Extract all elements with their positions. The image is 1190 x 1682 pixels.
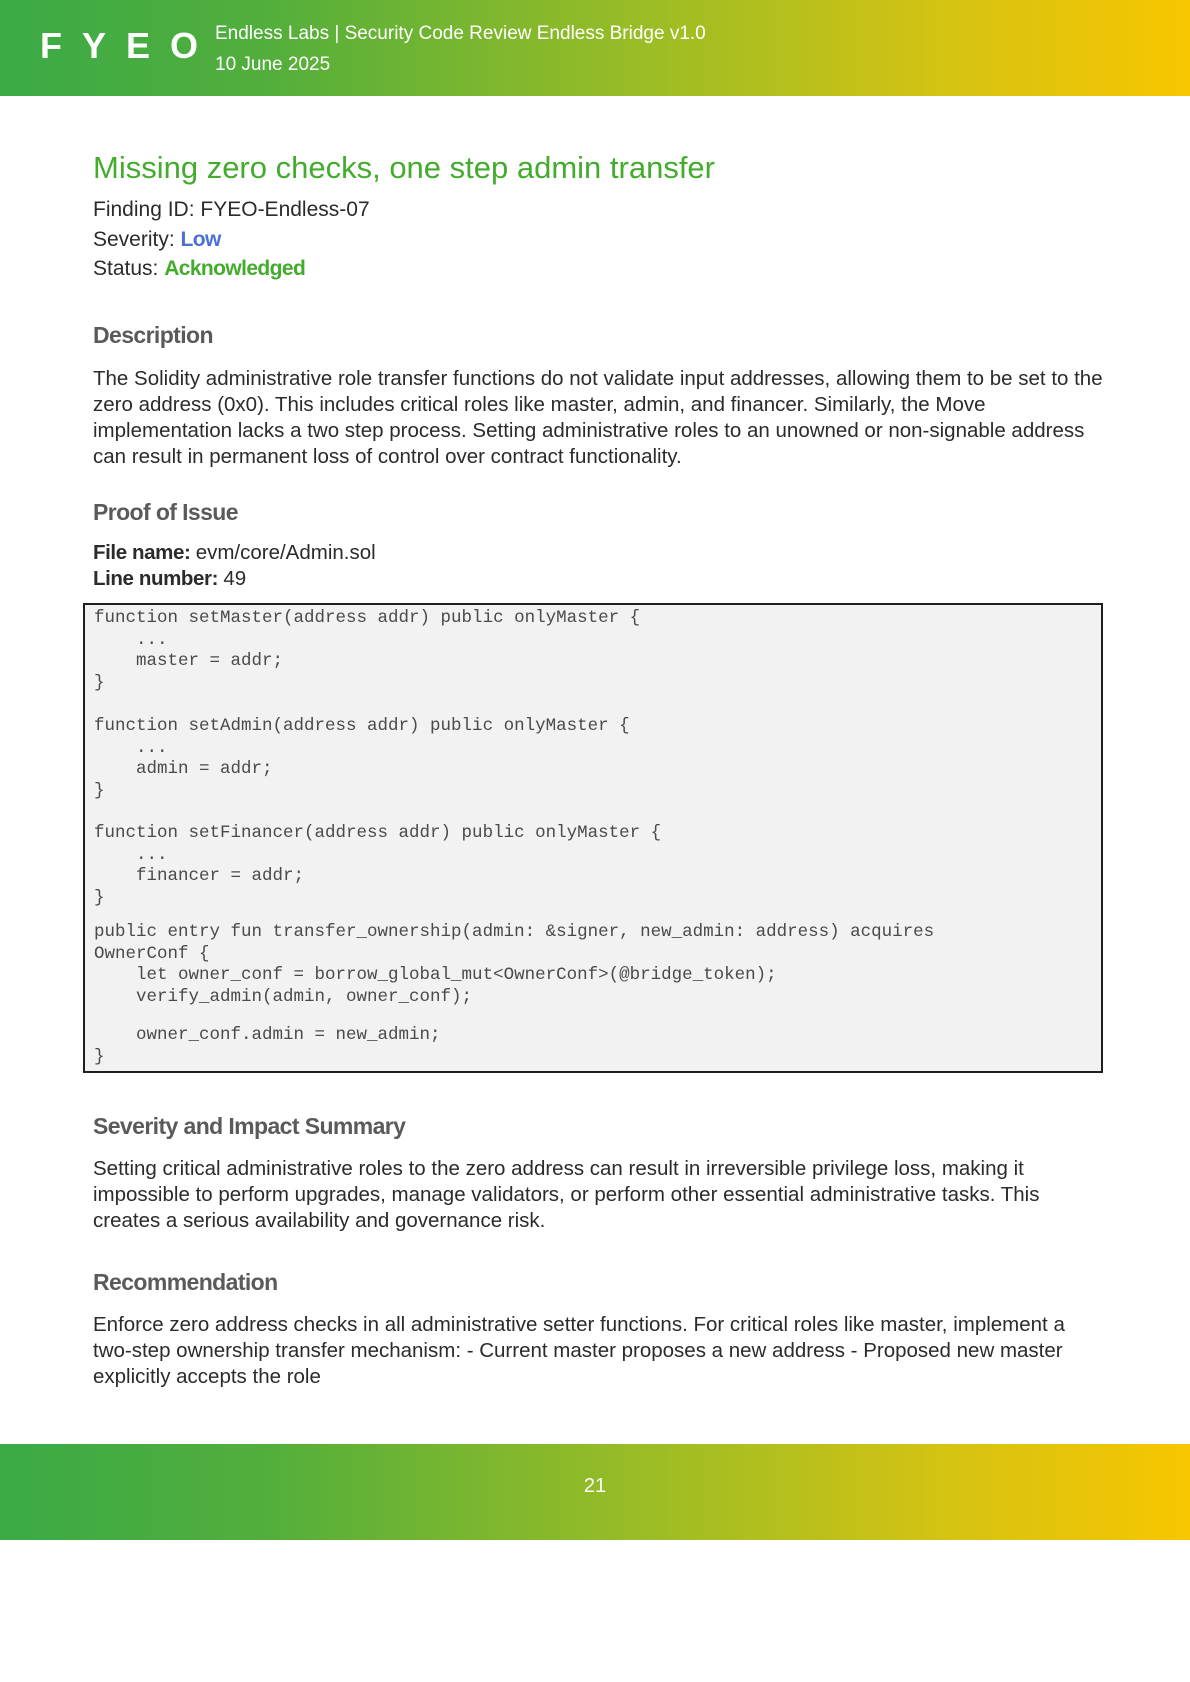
code-snippet: [83, 603, 1103, 1073]
page-number: 21: [583, 1475, 607, 1497]
fyeo-logo: FYEO: [40, 25, 219, 66]
recommendation-text: Enforce zero address checks in all administrative setter functions. For critical roles like master, implement a two-step ownership transfer mechanism: - Current master proposes a new address - Proposed new master explicitly accepts the role: [93, 1313, 1065, 1388]
severity-badge: Low: [180, 228, 221, 251]
severity-summary-heading: Severity and Impact Summary: [93, 1113, 406, 1139]
line-number-label: Line number:: [93, 567, 224, 590]
report-date: 10 June 2025: [215, 54, 331, 75]
finding-status: [93, 255, 305, 283]
line-number-value: 49: [223, 567, 247, 590]
code-block-transfer-ownership: public entry fun transfer_ownership(admin: &signer, new_admin: address) acquires OwnerConf { let owner_conf = borrow_global_mut<OwnerConf>(@bridge_token); verify_admin(admin, owner_conf);: [94, 922, 935, 1007]
proof-heading: Proof of Issue: [93, 499, 238, 525]
file-name-line: [93, 540, 376, 566]
page-header: [0, 0, 1190, 96]
code-block-set-admin: function setAdmin(address addr) public onlyMaster { ... admin = addr; }: [94, 716, 630, 801]
line-number-line: [93, 566, 246, 592]
code-block-set-master: function setMaster(address addr) public onlyMaster { ... master = addr; }: [94, 608, 641, 693]
code-block-admin-assign: owner_conf.admin = new_admin;: [94, 1025, 441, 1045]
status-label: Status:: [93, 257, 165, 280]
code-block-set-financer: function setFinancer(address addr) public onlyMaster { ... financer = addr; }: [94, 823, 662, 908]
file-name-value: evm/core/Admin.sol: [195, 541, 376, 564]
code-block-closing-brace: }: [94, 1047, 105, 1067]
finding-title: Missing zero checks, one step admin transfer: [93, 150, 715, 185]
severity-summary-text: Setting critical administrative roles to the zero address can result in irreversible privilege loss, making it impossible to perform upgrades, manage validators, or perform other essential administrative tasks. This creates a serious availability and governance risk.: [93, 1157, 1040, 1232]
finding-id: [93, 196, 370, 224]
file-name-label: File name:: [93, 541, 196, 564]
description-text: The Solidity administrative role transfer functions do not validate input addresses, allowing them to be set to the zero address (0x0). This includes critical roles like master, admin, and financer. Similarly, the Move implementation lacks a two step process. Setting administrative roles to an unowned or non-signable address can result in permanent loss of control over contract functionality.: [93, 367, 1103, 468]
finding-id-label: Finding ID:: [93, 198, 201, 221]
finding-id-value: FYEO-Endless-07: [200, 198, 370, 221]
report-title: Endless Labs | Security Code Review Endless Bridge v1.0: [215, 23, 706, 44]
finding-severity: [93, 226, 221, 254]
severity-label: Severity:: [93, 228, 181, 251]
recommendation-heading: Recommendation: [93, 1269, 278, 1295]
status-badge: Acknowledged: [164, 257, 306, 280]
description-heading: Description: [93, 322, 213, 348]
